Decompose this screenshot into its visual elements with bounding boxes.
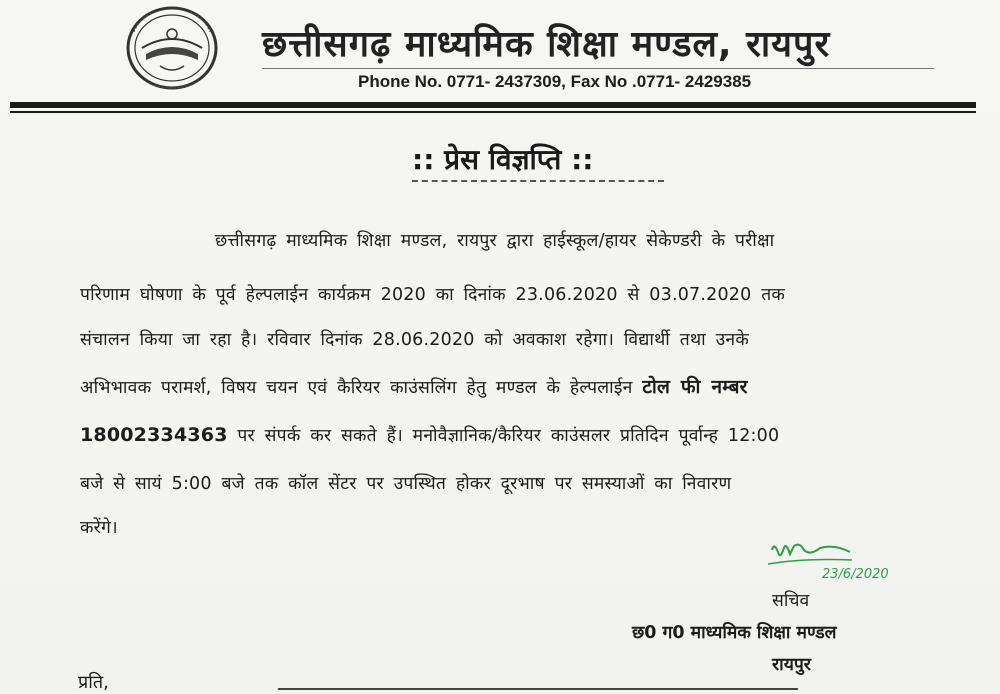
signature-date: 23/6/2020 — [822, 567, 889, 582]
board-emblem-logo — [120, 4, 224, 96]
body-line-7: करेंगे। — [80, 518, 118, 538]
heading-underline — [412, 180, 664, 182]
body-line-3: संचालन किया जा रहा है। रविवार दिनांक 28.06.2020 को अवकाश रहेगा। विद्यार्थी तथा उनके — [80, 330, 749, 350]
recipient-prati: प्रति, — [78, 672, 109, 693]
body-line-5-text: पर संपर्क कर सकते हैं। मनोवैज्ञानिक/कैरियर काउंसलर प्रतिदिन पूर्वान्ह 12:00 — [237, 426, 780, 446]
organization-title: छत्तीसगढ़ माध्यमिक शिक्षा मण्डल, रायपुर — [262, 24, 831, 65]
signatory-designation: सचिव — [772, 591, 810, 611]
signatory-office: छ0 ग0 माध्यमिक शिक्षा मण्डल — [632, 623, 837, 643]
title-underline — [262, 68, 934, 69]
handwritten-signature — [764, 540, 914, 590]
body-line-5 — [80, 423, 779, 447]
body-line-4-text: अभिभावक परामर्श, विषय चयन एवं कैरियर काउंसलिंग हेतु मण्डल के हेल्पलाईन — [80, 378, 633, 398]
recipient-underline — [278, 688, 798, 690]
body-line-6: बजे से सायं 5:00 बजे तक कॉल सेंटर पर उपस्थित होकर दूरभाष पर समस्याओं का निवारण — [80, 474, 732, 494]
press-release-heading: :: प्रेस विज्ञप्ति :: — [412, 143, 594, 176]
header-divider-thick — [10, 102, 976, 108]
tollfree-number: 18002334363 — [80, 424, 228, 446]
tollfree-label: टोल फी नम्बर — [642, 376, 748, 398]
body-line-4 — [80, 373, 748, 399]
header-divider-thin — [10, 111, 976, 113]
contact-phone-fax: Phone No. 0771- 2437309, Fax No .0771- 2429385 — [358, 72, 752, 91]
body-line-1: छत्तीसगढ़ माध्यमिक शिक्षा मण्डल, रायपुर द्वारा हाईस्कूल/हायर सेकेण्डरी के परीक्षा — [215, 231, 775, 251]
body-line-2: परिणाम घोषणा के पूर्व हेल्पलाईन कार्यक्रम 2020 का दिनांक 23.06.2020 से 03.07.2020 तक — [80, 285, 786, 305]
signatory-city: रायपुर — [772, 655, 811, 675]
